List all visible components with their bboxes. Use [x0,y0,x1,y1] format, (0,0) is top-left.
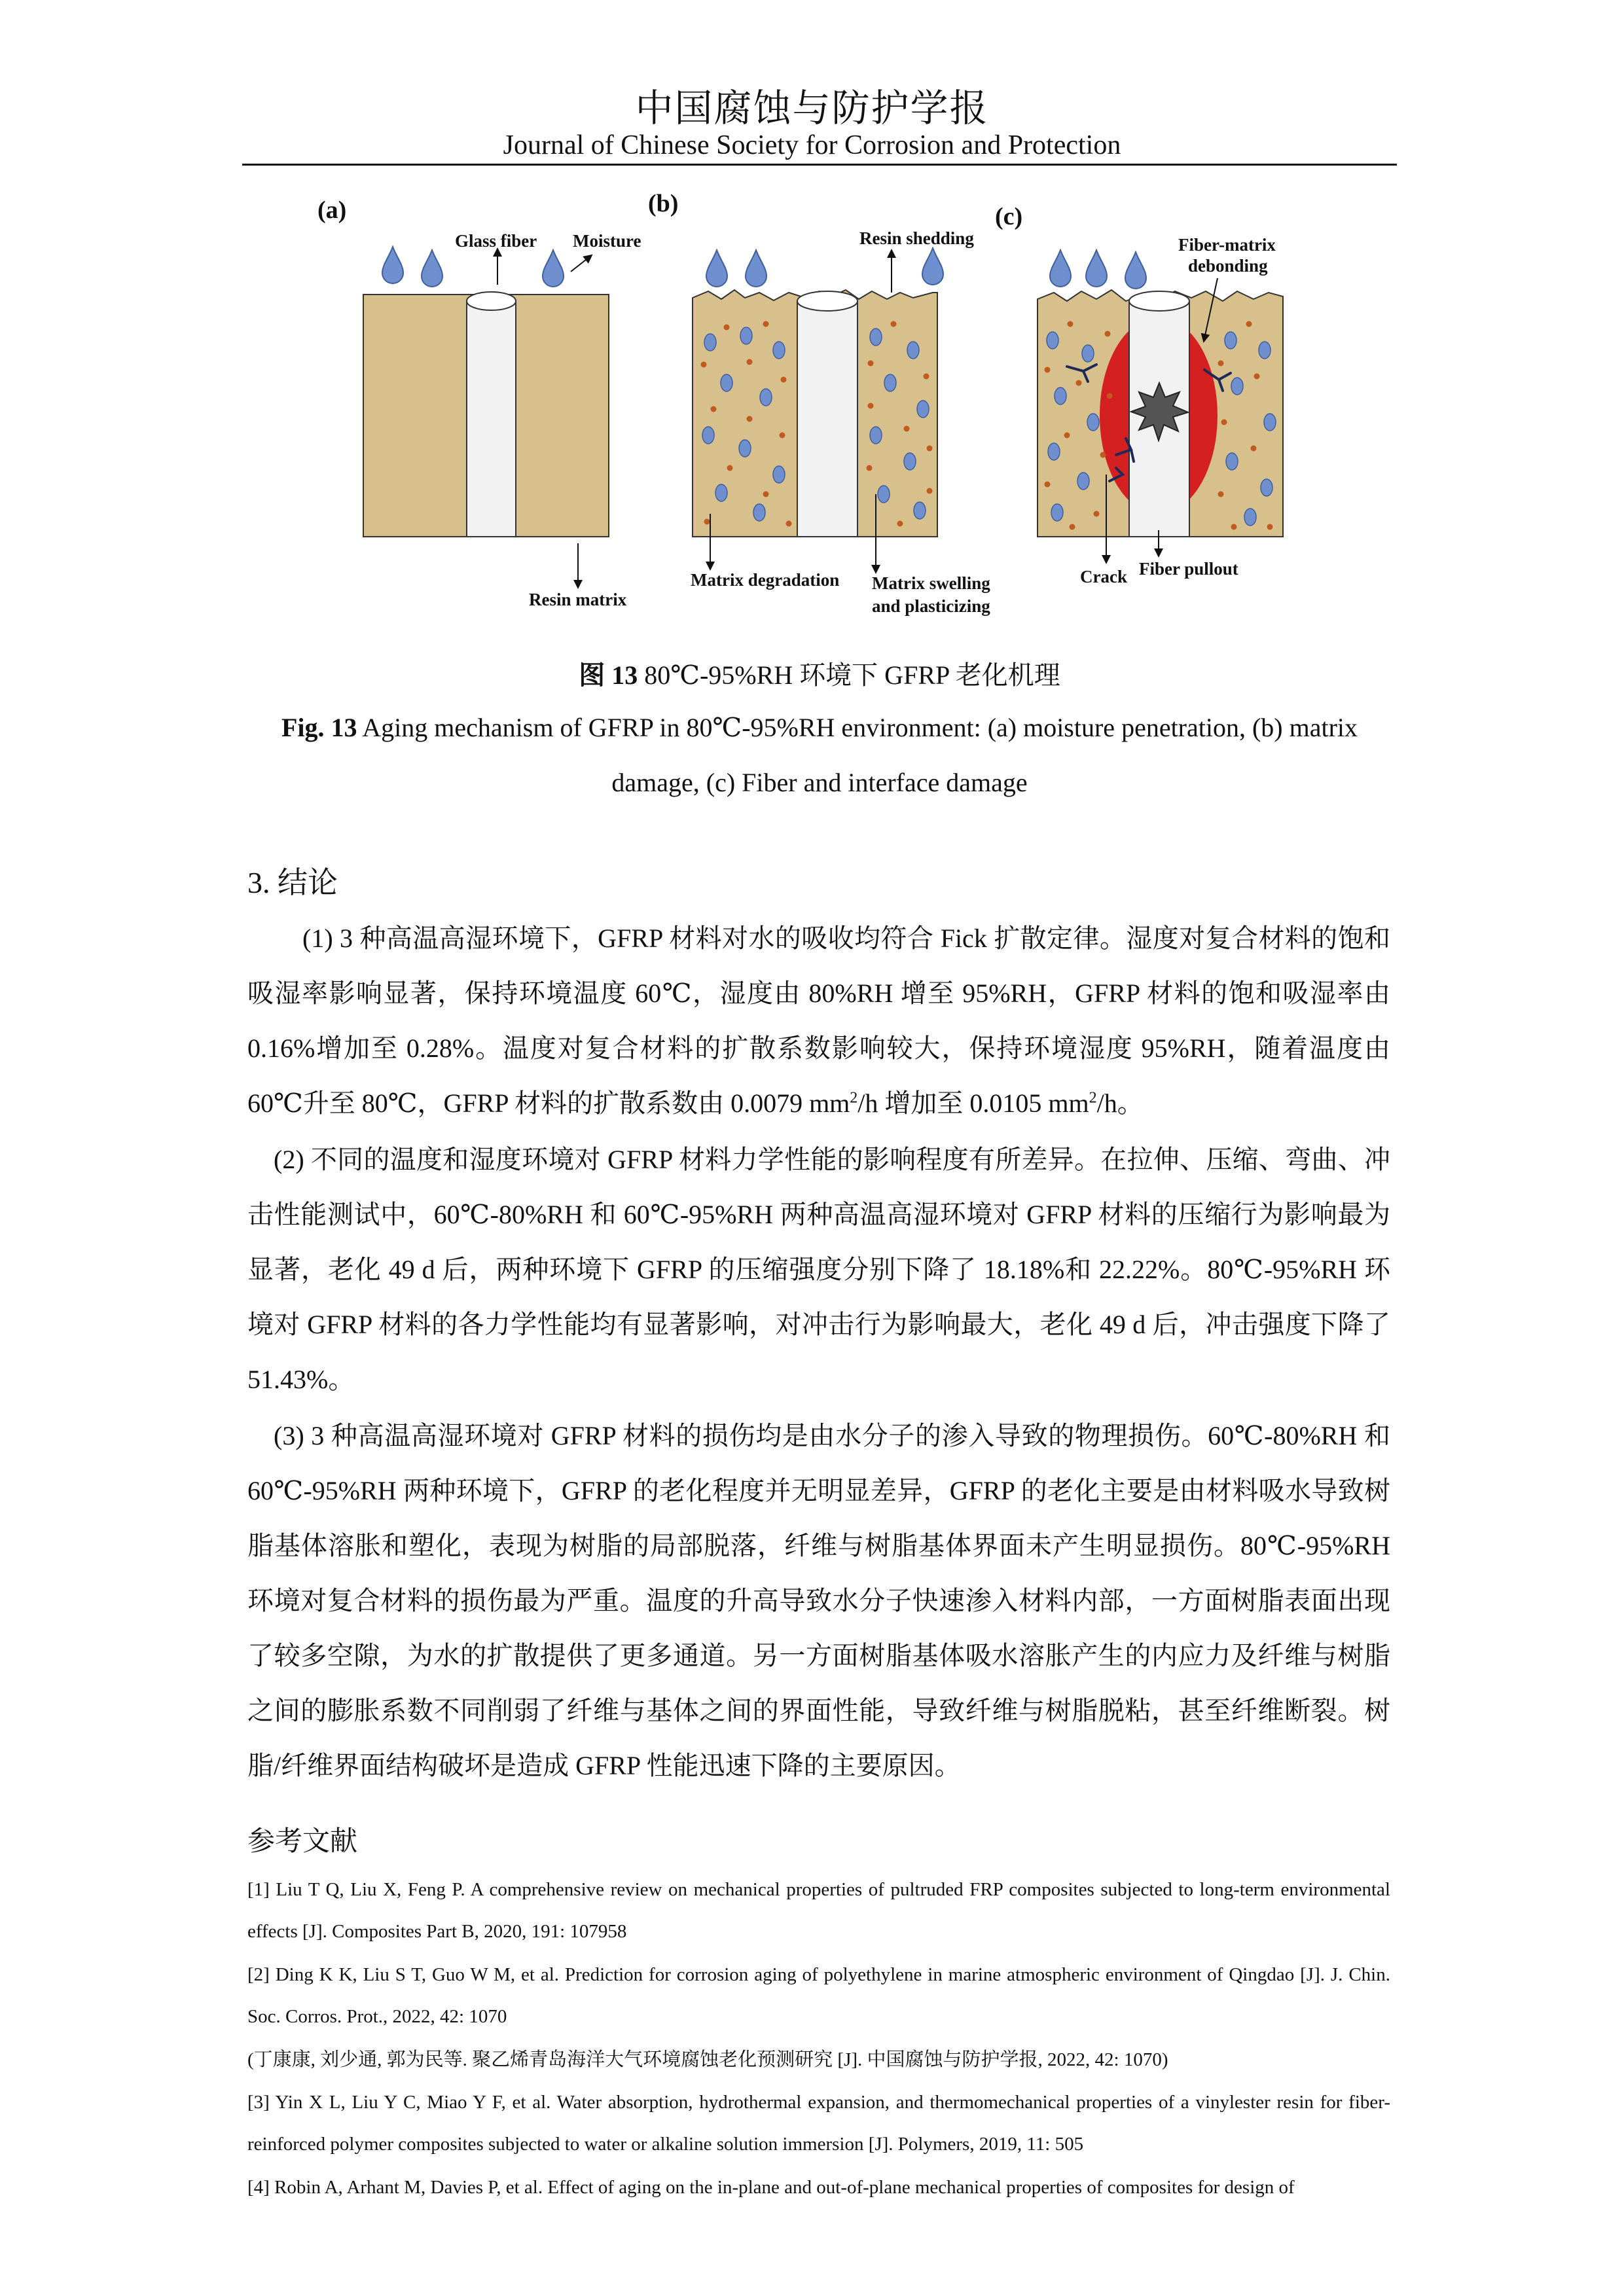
conclusion-paragraph-3: (3) 3 种高温高湿环境对 GFRP 材料的损伤均是由水分子的渗入导致的物理损伤。60℃-80%RH 和 60℃-95%RH 两种环境下，GFRP 的老化程度并无明显差异，GFRP 的老化主要是由材料吸水导致树脂基体溶胀和塑化，表现为树脂的局部脱落，纤维与树脂基体界面未产生明显损伤。80℃-95%RH 环境对复合材料的损伤最为严重。温度的升高导致水分子快速渗入材料内部，一方面树脂表面出现了较多空隙，为水的扩散提供了更多通道。另一方面树脂基体吸水溶胀产生的内应力及纤维与树脂之间的膨胀系数不同削弱了纤维与基体之间的界面性能，导致纤维与树脂脱粘，甚至纤维断裂。树脂/纤维界面结构破坏是造成 GFRP 性能迅速下降的主要原因。 [247,1421,1390,1780]
header-rule [242,164,1397,166]
moisture-label: Moisture [573,231,641,251]
moisture-drop-icon [543,250,564,287]
moisture-drop-icon [746,250,767,287]
matrix-degradation-label: Matrix degradation [691,570,840,590]
moisture-drop-icon [706,250,727,287]
reference-item: [4] Robin A, Arhant M, Davies P, et al. Effect of aging on the in-plane and out-of-plane mechanical properties of composites for design of [247,2177,1295,2198]
resin-matrix-label: Resin matrix [529,590,627,609]
references-title: 参考文献 [247,1827,358,1857]
moisture-drop-icon [1050,250,1071,287]
figure-caption-cn-text: 80℃-95%RH 环境下 GFRP 老化机理 [638,660,1060,690]
superscript-2: 2 [850,1089,858,1107]
figure-label-cn: 图 13 [579,660,638,690]
debonding-label-2: debonding [1188,256,1268,276]
superscript-2: 2 [1089,1089,1097,1107]
moisture-drop-icon [1125,252,1146,289]
paragraph-1-text-b: /h 增加至 0.0105 mm [857,1088,1089,1118]
figure-label-en: Fig. 13 [281,713,357,742]
matrix-swelling-label-1: Matrix swelling [872,573,990,593]
figure-caption-en-line-1 [242,712,1397,743]
panel-a-tag: (a) [317,196,347,224]
glass-fiber-cylinder [797,291,857,537]
journal-title-en: Journal of Chinese Society for Corrosion and Protection [503,130,1121,160]
reference-item: [2] Ding K K, Liu S T, Guo W M, et al. Prediction for corrosion aging of polyethylene in marine atmospheric environment of Qingdao [J]. J. Chin. Soc. Corros. Prot., 2022, 42: 1070 [247,1964,1390,2027]
moisture-drop-icon [422,250,442,287]
moisture-drop-icon [382,247,403,283]
conclusion-paragraph-1 [247,911,1390,1131]
panel-b [648,190,990,616]
panel-c [995,203,1283,586]
fiber-pullout-label: Fiber pullout [1139,559,1238,579]
reference-item: [1] Liu T Q, Liu X, Feng P. A comprehensive review on mechanical properties of pultruded FRP composites subjected to long-term environmental effects [J]. Composites Part B, 2020, 191: 107958 [247,1879,1390,1942]
figure-caption-en-text-1: Aging mechanism of GFRP in 80℃-95%RH environment: (a) moisture penetration, (b) matrix [357,713,1358,742]
moisture-drop-icon [922,248,943,285]
figure-caption-cn [242,655,1397,692]
resin-shedding-label: Resin shedding [859,228,974,248]
crack-label: Crack [1080,567,1127,586]
panel-a [317,196,641,609]
journal-title-cn: 中国腐蚀与防护学报 [635,87,989,130]
section-title: 3. 结论 [247,866,338,899]
figure-caption-en-line-2: damage, (c) Fiber and interface damage [611,768,1028,797]
glass-fiber-cylinder [467,292,516,537]
moisture-arrow [571,257,589,272]
glass-fiber-label: Glass fiber [455,231,537,251]
reference-item-translation: (丁康康, 刘少通, 郭为民等. 聚乙烯青岛海洋大气环境腐蚀老化预测研究 [J]. 中国腐蚀与防护学报, 2022, 42: 1070) [247,2049,1168,2070]
paragraph-1-text-a: (1) 3 种高温高湿环境下，GFRP 材料对水的吸收均符合 Fick 扩散定律。湿度对复合材料的饱和吸湿率影响显著，保持环境温度 60℃，湿度由 80%RH 增至 95%RH，GFRP 材料的饱和吸湿率由 0.16%增加至 0.28%。温度对复合材料的扩散系数影响较大，保持环境湿度 95%RH，随着温度由 60℃升至 80℃，GFRP 材料的扩散系数由 0.0079 mm [247,924,1390,1118]
panel-c-tag: (c) [995,203,1023,230]
aging-mechanism-figure [308,187,1342,645]
conclusion-paragraph-2: (2) 不同的温度和湿度环境对 GFRP 材料力学性能的影响程度有所差异。在拉伸、压缩、弯曲、冲击性能测试中，60℃-80%RH 和 60℃-95%RH 两种高温高湿环境对 GFRP 材料的压缩行为影响最为显著，老化 49 d 后，两种环境下 GFRP 的压缩强度分别下降了 18.18%和 22.22%。80℃-95%RH 环境对 GFRP 材料的各力学性能均有显著影响，对冲击行为影响最大，老化 49 d 后，冲击强度下降了 51.43%。 [247,1145,1390,1394]
paragraph-1-text-c: /h。 [1096,1088,1144,1118]
debonding-label-1: Fiber-matrix [1178,235,1276,255]
panel-b-tag: (b) [648,190,679,217]
reference-item: [3] Yin X L, Liu Y C, Miao Y F, et al. Water absorption, hydrothermal expansion, and thermomechanical properties of a vinylester resin for fiber-reinforced polymer composites subjected to water or alkaline solution immersion [J]. Polymers, 2019, 11: 505 [247,2092,1390,2155]
matrix-swelling-label-2: and plasticizing [872,596,990,616]
moisture-drop-icon [1086,250,1107,287]
